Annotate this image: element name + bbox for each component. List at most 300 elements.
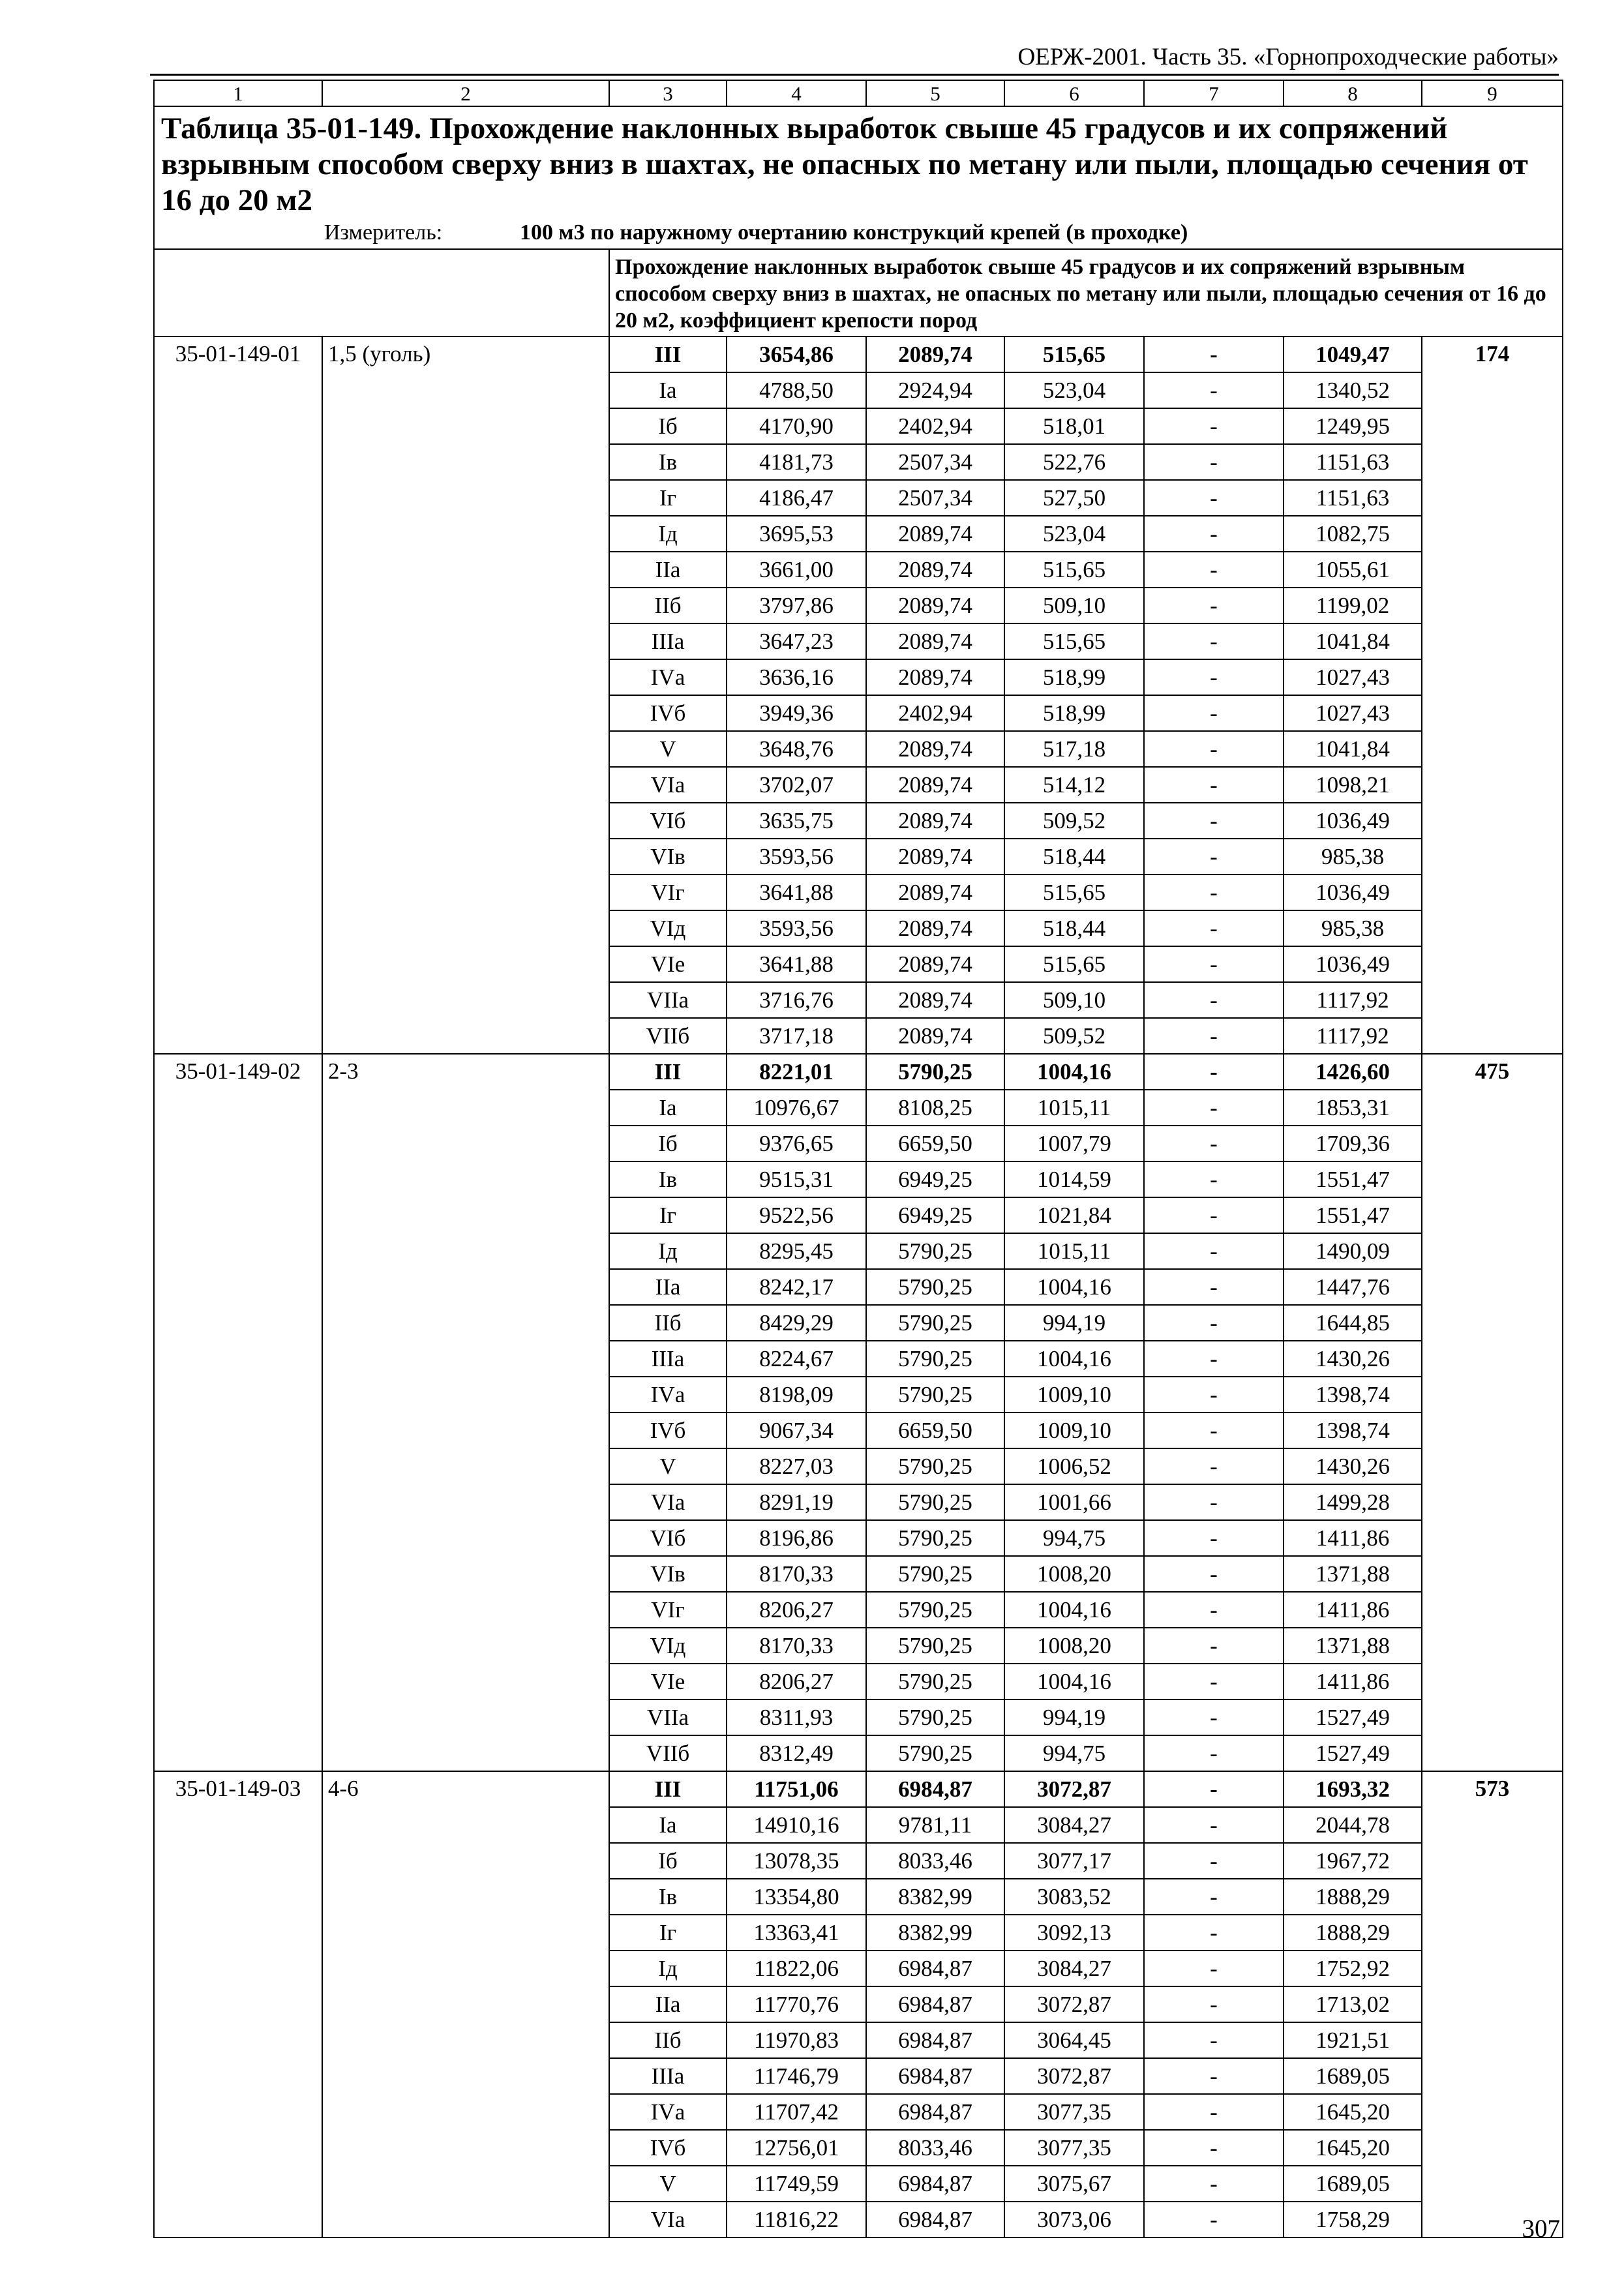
- table-cell: -: [1144, 1018, 1284, 1054]
- table-cell: 1006,52: [1004, 1448, 1144, 1484]
- table-cell: 6984,87: [866, 2022, 1004, 2058]
- table-cell: 523,04: [1004, 516, 1144, 552]
- table-cell: 8311,93: [727, 1699, 866, 1735]
- table-cell: 11770,76: [727, 1986, 866, 2022]
- table-cell: 1967,72: [1284, 1843, 1422, 1879]
- table-cell: -: [1144, 1520, 1284, 1556]
- table-cell: 2089,74: [866, 803, 1004, 839]
- table-cell: 5790,25: [866, 1592, 1004, 1628]
- table-cell: VIIа: [609, 982, 727, 1018]
- table-cell: -: [1144, 2058, 1284, 2094]
- table-cell: 8033,46: [866, 2130, 1004, 2166]
- table-cell: 1888,29: [1284, 1915, 1422, 1951]
- table-cell: -: [1144, 1413, 1284, 1448]
- table-cell: 8198,09: [727, 1377, 866, 1413]
- table-cell: VIг: [609, 1592, 727, 1628]
- table-cell: 1015,11: [1004, 1233, 1144, 1269]
- table-cell: 509,10: [1004, 588, 1144, 623]
- table-cell: III: [609, 337, 727, 372]
- rate-code: 35-01-149-03: [154, 1771, 322, 2237]
- table-cell: 5790,25: [866, 1269, 1004, 1305]
- table-cell: -: [1144, 516, 1284, 552]
- table-cell: Iа: [609, 372, 727, 408]
- table-cell: III: [609, 1054, 727, 1090]
- table-cell: 6984,87: [866, 1771, 1004, 1807]
- column-number-row: [154, 80, 1563, 106]
- table-cell: 1004,16: [1004, 1269, 1144, 1305]
- table-cell: 2044,78: [1284, 1807, 1422, 1843]
- table-cell: 1340,52: [1284, 372, 1422, 408]
- table-cell: IIIа: [609, 1341, 727, 1377]
- table-cell: 3716,76: [727, 982, 866, 1018]
- table-cell: 1411,86: [1284, 1592, 1422, 1628]
- table-cell: 1004,16: [1004, 1054, 1144, 1090]
- table-cell: -: [1144, 1269, 1284, 1305]
- table-cell: V: [609, 731, 727, 767]
- table-cell: -: [1144, 1628, 1284, 1664]
- table-cell: 1693,32: [1284, 1771, 1422, 1807]
- table-cell: 2089,74: [866, 767, 1004, 803]
- table-cell: IIб: [609, 1305, 727, 1341]
- table-cell: 8224,67: [727, 1341, 866, 1377]
- table-cell: -: [1144, 1986, 1284, 2022]
- table-cell: IVа: [609, 2094, 727, 2130]
- table-cell: 3695,53: [727, 516, 866, 552]
- table-cell: -: [1144, 1448, 1284, 1484]
- table-cell: VIа: [609, 1484, 727, 1520]
- table-cell: 2089,74: [866, 946, 1004, 982]
- table-cell: 11749,59: [727, 2166, 866, 2202]
- rate-code: 35-01-149-01: [154, 337, 322, 1054]
- table-cell: 3635,75: [727, 803, 866, 839]
- table-cell: 3702,07: [727, 767, 866, 803]
- table-cell: 2507,34: [866, 444, 1004, 480]
- table-cell: 1527,49: [1284, 1699, 1422, 1735]
- table-cell: 3077,35: [1004, 2094, 1144, 2130]
- table-subtitle: Прохождение наклонных выработок свыше 45 градусов и их сопряжений взрывным способом сверху вниз в шахтах, не опасных по метану или пыли, площадью сечения от 16 до 20 м2, коэффициент крепости пород: [609, 249, 1563, 337]
- table-cell: 3083,52: [1004, 1879, 1144, 1915]
- table-cell: 8108,25: [866, 1090, 1004, 1126]
- table-cell: 1008,20: [1004, 1628, 1144, 1664]
- table-cell: 1021,84: [1004, 1197, 1144, 1233]
- table-cell: -: [1144, 1126, 1284, 1161]
- table-cell: 1645,20: [1284, 2130, 1422, 2166]
- table-cell: 2089,74: [866, 337, 1004, 372]
- table-cell: 3064,45: [1004, 2022, 1144, 2058]
- table-cell: III: [609, 1771, 727, 1807]
- table-cell: Iв: [609, 444, 727, 480]
- table-row: [154, 1054, 1563, 1090]
- table-cell: 5790,25: [866, 1448, 1004, 1484]
- table-cell: 8312,49: [727, 1735, 866, 1771]
- labor-value: 174: [1422, 337, 1563, 1054]
- table-cell: 11746,79: [727, 2058, 866, 2094]
- table-cell: 11816,22: [727, 2202, 866, 2237]
- table-cell: 3073,06: [1004, 2202, 1144, 2237]
- table-cell: -: [1144, 2166, 1284, 2202]
- table-cell: 518,99: [1004, 659, 1144, 695]
- table-cell: 8382,99: [866, 1915, 1004, 1951]
- table-cell: 13078,35: [727, 1843, 866, 1879]
- table-cell: 5790,25: [866, 1233, 1004, 1269]
- table-cell: 2089,74: [866, 516, 1004, 552]
- table-cell: 8242,17: [727, 1269, 866, 1305]
- table-cell: 1199,02: [1284, 588, 1422, 623]
- table-cell: -: [1144, 1879, 1284, 1915]
- table-cell: 523,04: [1004, 372, 1144, 408]
- table-cell: -: [1144, 839, 1284, 875]
- table-cell: 1411,86: [1284, 1664, 1422, 1699]
- table-cell: IIа: [609, 1986, 727, 2022]
- subtitle-spacer: [154, 249, 609, 337]
- table-cell: 1888,29: [1284, 1879, 1422, 1915]
- table-cell: 5790,25: [866, 1556, 1004, 1592]
- table-cell: -: [1144, 946, 1284, 982]
- table-cell: 994,19: [1004, 1699, 1144, 1735]
- table-cell: 1709,36: [1284, 1126, 1422, 1161]
- table-cell: 3072,87: [1004, 1771, 1144, 1807]
- table-cell: Iв: [609, 1879, 727, 1915]
- table-cell: 1499,28: [1284, 1484, 1422, 1520]
- table-cell: 1430,26: [1284, 1448, 1422, 1484]
- table-cell: 1551,47: [1284, 1161, 1422, 1197]
- table-cell: Iд: [609, 1233, 727, 1269]
- table-cell: 1689,05: [1284, 2166, 1422, 2202]
- table-cell: 1027,43: [1284, 659, 1422, 695]
- table-cell: -: [1144, 1090, 1284, 1126]
- table-cell: 6659,50: [866, 1413, 1004, 1448]
- table-cell: 527,50: [1004, 480, 1144, 516]
- table-cell: 2089,74: [866, 875, 1004, 910]
- table-cell: VIг: [609, 875, 727, 910]
- table-cell: IIб: [609, 2022, 727, 2058]
- table-cell: IVб: [609, 695, 727, 731]
- table-cell: 509,52: [1004, 803, 1144, 839]
- table-cell: 3084,27: [1004, 1951, 1144, 1986]
- table-cell: 3636,16: [727, 659, 866, 695]
- table-cell: 8206,27: [727, 1592, 866, 1628]
- table-cell: 5790,25: [866, 1484, 1004, 1520]
- table-cell: IIа: [609, 552, 727, 588]
- column-number: 9: [1422, 80, 1563, 106]
- table-cell: VIв: [609, 1556, 727, 1592]
- table-cell: 1098,21: [1284, 767, 1422, 803]
- table-cell: 2089,74: [866, 910, 1004, 946]
- table-cell: 3641,88: [727, 946, 866, 982]
- table-cell: -: [1144, 982, 1284, 1018]
- table-cell: 3593,56: [727, 910, 866, 946]
- table-cell: 518,44: [1004, 910, 1144, 946]
- table-cell: 1004,16: [1004, 1592, 1144, 1628]
- table-cell: 1853,31: [1284, 1090, 1422, 1126]
- table-cell: -: [1144, 1161, 1284, 1197]
- column-number: 7: [1144, 80, 1284, 106]
- table-cell: VIа: [609, 2202, 727, 2237]
- table-cell: -: [1144, 1592, 1284, 1628]
- table-cell: 2089,74: [866, 839, 1004, 875]
- table-cell: -: [1144, 1377, 1284, 1413]
- table-cell: 3084,27: [1004, 1807, 1144, 1843]
- table-cell: 1689,05: [1284, 2058, 1422, 2094]
- table-cell: 9067,34: [727, 1413, 866, 1448]
- table-cell: -: [1144, 588, 1284, 623]
- table-cell: 1371,88: [1284, 1628, 1422, 1664]
- table-cell: 509,52: [1004, 1018, 1144, 1054]
- table-cell: 1249,95: [1284, 408, 1422, 444]
- table-cell: 3072,87: [1004, 2058, 1144, 2094]
- table-cell: VIIб: [609, 1018, 727, 1054]
- table-cell: 3641,88: [727, 875, 866, 910]
- table-title-row: [154, 106, 1563, 249]
- table-cell: 1009,10: [1004, 1377, 1144, 1413]
- table-cell: 6984,87: [866, 2202, 1004, 2237]
- table-cell: IIIа: [609, 2058, 727, 2094]
- table-cell: 12756,01: [727, 2130, 866, 2166]
- table-cell: 1921,51: [1284, 2022, 1422, 2058]
- table-cell: -: [1144, 1556, 1284, 1592]
- table-cell: 3072,87: [1004, 1986, 1144, 2022]
- table-cell: -: [1144, 1699, 1284, 1735]
- table-cell: 6984,87: [866, 1951, 1004, 1986]
- table-cell: 3077,17: [1004, 1843, 1144, 1879]
- table-cell: 5790,25: [866, 1377, 1004, 1413]
- table-cell: 1371,88: [1284, 1556, 1422, 1592]
- table-cell: 1027,43: [1284, 695, 1422, 731]
- table-row: [154, 1771, 1563, 1807]
- table-cell: VIд: [609, 1628, 727, 1664]
- table-cell: 8206,27: [727, 1664, 866, 1699]
- table-cell: 5790,25: [866, 1699, 1004, 1735]
- unit-line: [161, 220, 1557, 246]
- table-cell: 1036,49: [1284, 803, 1422, 839]
- table-cell: 1009,10: [1004, 1413, 1144, 1448]
- table-cell: -: [1144, 1484, 1284, 1520]
- table-cell: -: [1144, 2022, 1284, 2058]
- table-cell: 2402,94: [866, 695, 1004, 731]
- table-cell: 1398,74: [1284, 1413, 1422, 1448]
- table-cell: 1036,49: [1284, 875, 1422, 910]
- table-cell: 1644,85: [1284, 1305, 1422, 1341]
- table-cell: 5790,25: [866, 1664, 1004, 1699]
- table-cell: -: [1144, 910, 1284, 946]
- table-cell: 1055,61: [1284, 552, 1422, 588]
- table-cell: 1752,92: [1284, 1951, 1422, 1986]
- table-cell: 4788,50: [727, 372, 866, 408]
- table-cell: VIа: [609, 767, 727, 803]
- column-number: 2: [322, 80, 609, 106]
- table-cell: 994,75: [1004, 1520, 1144, 1556]
- table-cell: 11822,06: [727, 1951, 866, 1986]
- table-cell: 2089,74: [866, 731, 1004, 767]
- table-cell: Iа: [609, 1090, 727, 1126]
- rates-table: [153, 80, 1563, 2238]
- table-cell: -: [1144, 337, 1284, 372]
- table-cell: 11970,83: [727, 2022, 866, 2058]
- table-cell: 6949,25: [866, 1197, 1004, 1233]
- table-cell: 2089,74: [866, 982, 1004, 1018]
- table-cell: IVб: [609, 1413, 727, 1448]
- table-cell: 9376,65: [727, 1126, 866, 1161]
- table-cell: -: [1144, 1915, 1284, 1951]
- table-cell: 1049,47: [1284, 337, 1422, 372]
- table-cell: 13354,80: [727, 1879, 866, 1915]
- table-cell: 6949,25: [866, 1161, 1004, 1197]
- table-cell: 2089,74: [866, 623, 1004, 659]
- table-cell: 515,65: [1004, 337, 1144, 372]
- rock-hardness: 2-3: [322, 1054, 609, 1771]
- page-number: 307: [1522, 2215, 1560, 2243]
- table-cell: 509,10: [1004, 982, 1144, 1018]
- table-cell: -: [1144, 2094, 1284, 2130]
- table-cell: -: [1144, 1305, 1284, 1341]
- table-cell: 1430,26: [1284, 1341, 1422, 1377]
- table-cell: 1527,49: [1284, 1735, 1422, 1771]
- table-cell: 14910,16: [727, 1807, 866, 1843]
- table-cell: Iг: [609, 1197, 727, 1233]
- table-cell: 517,18: [1004, 731, 1144, 767]
- table-cell: 13363,41: [727, 1915, 866, 1951]
- table-cell: 11707,42: [727, 2094, 866, 2130]
- table-subtitle-row: [154, 249, 1563, 337]
- table-cell: -: [1144, 875, 1284, 910]
- table-cell: 11751,06: [727, 1771, 866, 1807]
- table-cell: Iа: [609, 1807, 727, 1843]
- header-rule: [150, 74, 1559, 76]
- table-cell: -: [1144, 803, 1284, 839]
- table-cell: 5790,25: [866, 1628, 1004, 1664]
- table-cell: 1008,20: [1004, 1556, 1144, 1592]
- table-cell: -: [1144, 659, 1284, 695]
- table-cell: 1645,20: [1284, 2094, 1422, 2130]
- table-cell: 4181,73: [727, 444, 866, 480]
- table-cell: 5790,25: [866, 1735, 1004, 1771]
- table-cell: 1713,02: [1284, 1986, 1422, 2022]
- table-cell: 6984,87: [866, 2094, 1004, 2130]
- column-number: 1: [154, 80, 322, 106]
- table-cell: 1151,63: [1284, 444, 1422, 480]
- table-cell: VIб: [609, 1520, 727, 1556]
- table-cell: 8221,01: [727, 1054, 866, 1090]
- table-cell: 1447,76: [1284, 1269, 1422, 1305]
- table-cell: 8196,86: [727, 1520, 866, 1556]
- table-cell: 1014,59: [1004, 1161, 1144, 1197]
- table-cell: IIIа: [609, 623, 727, 659]
- table-cell: 4170,90: [727, 408, 866, 444]
- table-cell: 515,65: [1004, 875, 1144, 910]
- table-cell: 515,65: [1004, 623, 1144, 659]
- table-cell: -: [1144, 1807, 1284, 1843]
- table-cell: VIе: [609, 946, 727, 982]
- table-cell: 8382,99: [866, 1879, 1004, 1915]
- table-cell: 514,12: [1004, 767, 1144, 803]
- table-cell: 1036,49: [1284, 946, 1422, 982]
- labor-value: 475: [1422, 1054, 1563, 1771]
- table-cell: 2089,74: [866, 552, 1004, 588]
- table-cell: 8227,03: [727, 1448, 866, 1484]
- table-cell: 2924,94: [866, 372, 1004, 408]
- rock-hardness: 1,5 (уголь): [322, 337, 609, 1054]
- table-cell: -: [1144, 444, 1284, 480]
- table-cell: 515,65: [1004, 552, 1144, 588]
- table-cell: 8170,33: [727, 1556, 866, 1592]
- table-cell: Iг: [609, 480, 727, 516]
- table-cell: 6984,87: [866, 1986, 1004, 2022]
- table-cell: VIе: [609, 1664, 727, 1699]
- table-cell: 3717,18: [727, 1018, 866, 1054]
- table-cell: -: [1144, 1341, 1284, 1377]
- table-cell: Iг: [609, 1915, 727, 1951]
- column-number: 5: [866, 80, 1004, 106]
- table-row: [154, 337, 1563, 372]
- table-cell: Iв: [609, 1161, 727, 1197]
- column-number: 3: [609, 80, 727, 106]
- table-cell: IVа: [609, 1377, 727, 1413]
- column-number: 8: [1284, 80, 1422, 106]
- table-cell: V: [609, 2166, 727, 2202]
- table-cell: 522,76: [1004, 444, 1144, 480]
- table-cell: 8291,19: [727, 1484, 866, 1520]
- table-cell: 3949,36: [727, 695, 866, 731]
- table-cell: 6659,50: [866, 1126, 1004, 1161]
- table-cell: 1490,09: [1284, 1233, 1422, 1269]
- table-cell: 2089,74: [866, 659, 1004, 695]
- table-cell: -: [1144, 695, 1284, 731]
- table-cell: 994,19: [1004, 1305, 1144, 1341]
- table-cell: Iд: [609, 1951, 727, 1986]
- table-cell: -: [1144, 372, 1284, 408]
- table-cell: 3654,86: [727, 337, 866, 372]
- table-cell: 994,75: [1004, 1735, 1144, 1771]
- table-cell: -: [1144, 1951, 1284, 1986]
- table-cell: Iб: [609, 1126, 727, 1161]
- table-cell: IIа: [609, 1269, 727, 1305]
- table-cell: -: [1144, 1664, 1284, 1699]
- table-cell: -: [1144, 552, 1284, 588]
- table-cell: 3661,00: [727, 552, 866, 588]
- table-cell: IVб: [609, 2130, 727, 2166]
- table-cell: IIб: [609, 588, 727, 623]
- table-cell: -: [1144, 623, 1284, 659]
- table-cell: 1411,86: [1284, 1520, 1422, 1556]
- table-cell: 1004,16: [1004, 1664, 1144, 1699]
- table-cell: VIб: [609, 803, 727, 839]
- table-cell: -: [1144, 767, 1284, 803]
- table-cell: 5790,25: [866, 1054, 1004, 1090]
- table-cell: 518,01: [1004, 408, 1144, 444]
- table-cell: 515,65: [1004, 946, 1144, 982]
- table-cell: 6984,87: [866, 2058, 1004, 2094]
- table-cell: 10976,67: [727, 1090, 866, 1126]
- rate-code: 35-01-149-02: [154, 1054, 322, 1771]
- table-cell: -: [1144, 408, 1284, 444]
- table-cell: 1551,47: [1284, 1197, 1422, 1233]
- table-cell: 1001,66: [1004, 1484, 1144, 1520]
- table-cell: 2089,74: [866, 1018, 1004, 1054]
- table-cell: Iд: [609, 516, 727, 552]
- rock-hardness: 4-6: [322, 1771, 609, 2237]
- table-cell: VIIб: [609, 1735, 727, 1771]
- table-cell: 518,44: [1004, 839, 1144, 875]
- table-cell: -: [1144, 1197, 1284, 1233]
- unit-value: 100 м3 по наружному очертанию конструкций крепей (в проходке): [520, 220, 1188, 245]
- table-cell: 3092,13: [1004, 1915, 1144, 1951]
- table-cell: 9781,11: [866, 1807, 1004, 1843]
- table-cell: 8033,46: [866, 1843, 1004, 1879]
- table-cell: 1426,60: [1284, 1054, 1422, 1090]
- unit-label: Измеритель:: [324, 220, 443, 245]
- table-cell: 1041,84: [1284, 623, 1422, 659]
- table-cell: -: [1144, 1771, 1284, 1807]
